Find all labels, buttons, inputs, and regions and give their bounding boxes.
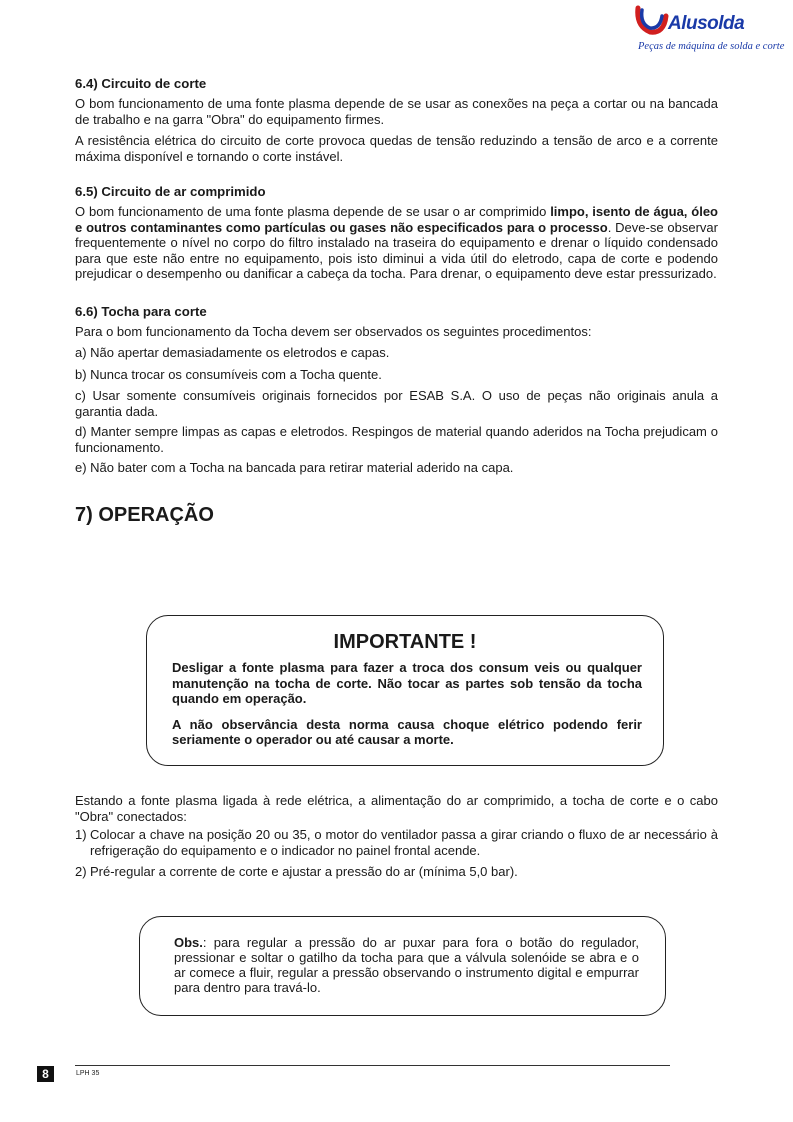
paragraph: Estando a fonte plasma ligada à rede elétrica, a alimentação do ar comprimido, a tocha de corte e o cabo "Obra" conectados: xyxy=(75,793,718,824)
operation-steps xyxy=(75,793,718,886)
page-number: 8 xyxy=(37,1066,54,1082)
logo-name: Alusolda xyxy=(668,13,745,34)
paragraph: Para o bom funcionamento da Tocha devem ser observados os seguintes procedimentos: xyxy=(75,323,592,339)
paragraph: A resistência elétrica do circuito de corte provoca quedas de tensão reduzindo a tensão de arco e a corrente máxima disponível e tornando o corte instável. xyxy=(75,133,718,164)
brand-logo xyxy=(630,4,788,60)
important-notice-box xyxy=(146,615,664,766)
footer-divider xyxy=(75,1065,670,1066)
list-item: c) Usar somente consumíveis originais fornecidos por ESAB S.A. O uso de peças não originais anula a garantia dada. xyxy=(75,388,718,419)
section-6-6 xyxy=(75,304,718,476)
observation-text xyxy=(174,935,639,995)
important-text: Desligar a fonte plasma para fazer a troca dos consum veis ou qualquer manutenção na tocha de corte. Não tocar as partes sob tensão da tocha quando em operação. xyxy=(172,660,642,706)
document-code: LPH 35 xyxy=(76,1070,100,1077)
logo-ring-icon xyxy=(630,4,670,40)
list-item xyxy=(75,827,718,858)
list-item xyxy=(75,864,718,880)
important-text: A não observância desta norma causa choque elétrico podendo ferir seriamente o operador ou até causar a morte. xyxy=(172,716,642,747)
logo-tagline: Peças de máquina de solda e corte xyxy=(638,41,785,52)
paragraph-text: O bom funcionamento de uma fonte plasma depende de se usar o ar comprimido xyxy=(75,204,551,219)
paragraph-emphasis: limpo, isento de água, óleo e outros contaminantes como partículas ou gases não especificados para o processo xyxy=(75,204,718,235)
section-6-4 xyxy=(75,76,718,164)
list-item: d) Manter sempre limpas as capas e eletrodos. Respingos de material quando aderidos na Tocha prejudicam o funcionamento. xyxy=(75,424,718,455)
main-content xyxy=(75,76,718,527)
step-text: Pré-regular a corrente de corte e ajustar a pressão do ar (mínima 5,0 bar). xyxy=(90,864,518,879)
step-number: 1) xyxy=(75,827,87,842)
step-text: Colocar a chave na posição 20 ou 35, o motor do ventilador passa a girar criando o fluxo de ar necessário à refrigeração do equipamento e o indicador no painel frontal acende. xyxy=(90,827,718,858)
observation-box xyxy=(139,916,666,1016)
section-heading: 6.6) Tocha para corte xyxy=(75,303,207,319)
section-6-5 xyxy=(75,184,718,282)
observation-label: Obs. xyxy=(174,935,203,950)
paragraph xyxy=(75,204,718,282)
observation-body: : para regular a pressão do ar puxar para fora o botão do regulador, pressionar e soltar o gatilho da tocha para que a válvula solenóide se abra e o ar comece a fluir, regular a pressão observando o instrumento digital e empurrar para dentro para travá-lo. xyxy=(174,935,639,995)
chapter-heading: 7) OPERAÇÃO xyxy=(75,503,214,526)
list-item: a) Não apertar demasiadamente os eletrodos e capas. xyxy=(75,345,390,360)
list-item: b) Nunca trocar os consumíveis com a Tocha quente. xyxy=(75,366,382,382)
step-number: 2) xyxy=(75,864,87,879)
paragraph-text: . Deve-se observar frequentemente o nível no corpo do filtro instalado na traseira do equipamento e drenar o líquido condensado para que este não entre no equipamento, pois isto diminui a vida útil do eletrodo, capa de corte e podendo prejudicar o desempenho ou danificar a cabeça da tocha. Para drenar, o equipamento deve estar pressurizado. xyxy=(75,219,718,281)
section-heading: 6.4) Circuito de corte xyxy=(75,76,207,91)
important-title: IMPORTANTE ! xyxy=(333,631,477,653)
paragraph: O bom funcionamento de uma fonte plasma depende de se usar as conexões na peça a cortar ou na bancada de trabalho e na garra "Obra" do equipamento firmes. xyxy=(75,96,718,127)
section-heading: 6.5) Circuito de ar comprimido xyxy=(75,184,266,199)
list-item: e) Não bater com a Tocha na bancada para retirar material aderido na capa. xyxy=(75,460,514,475)
